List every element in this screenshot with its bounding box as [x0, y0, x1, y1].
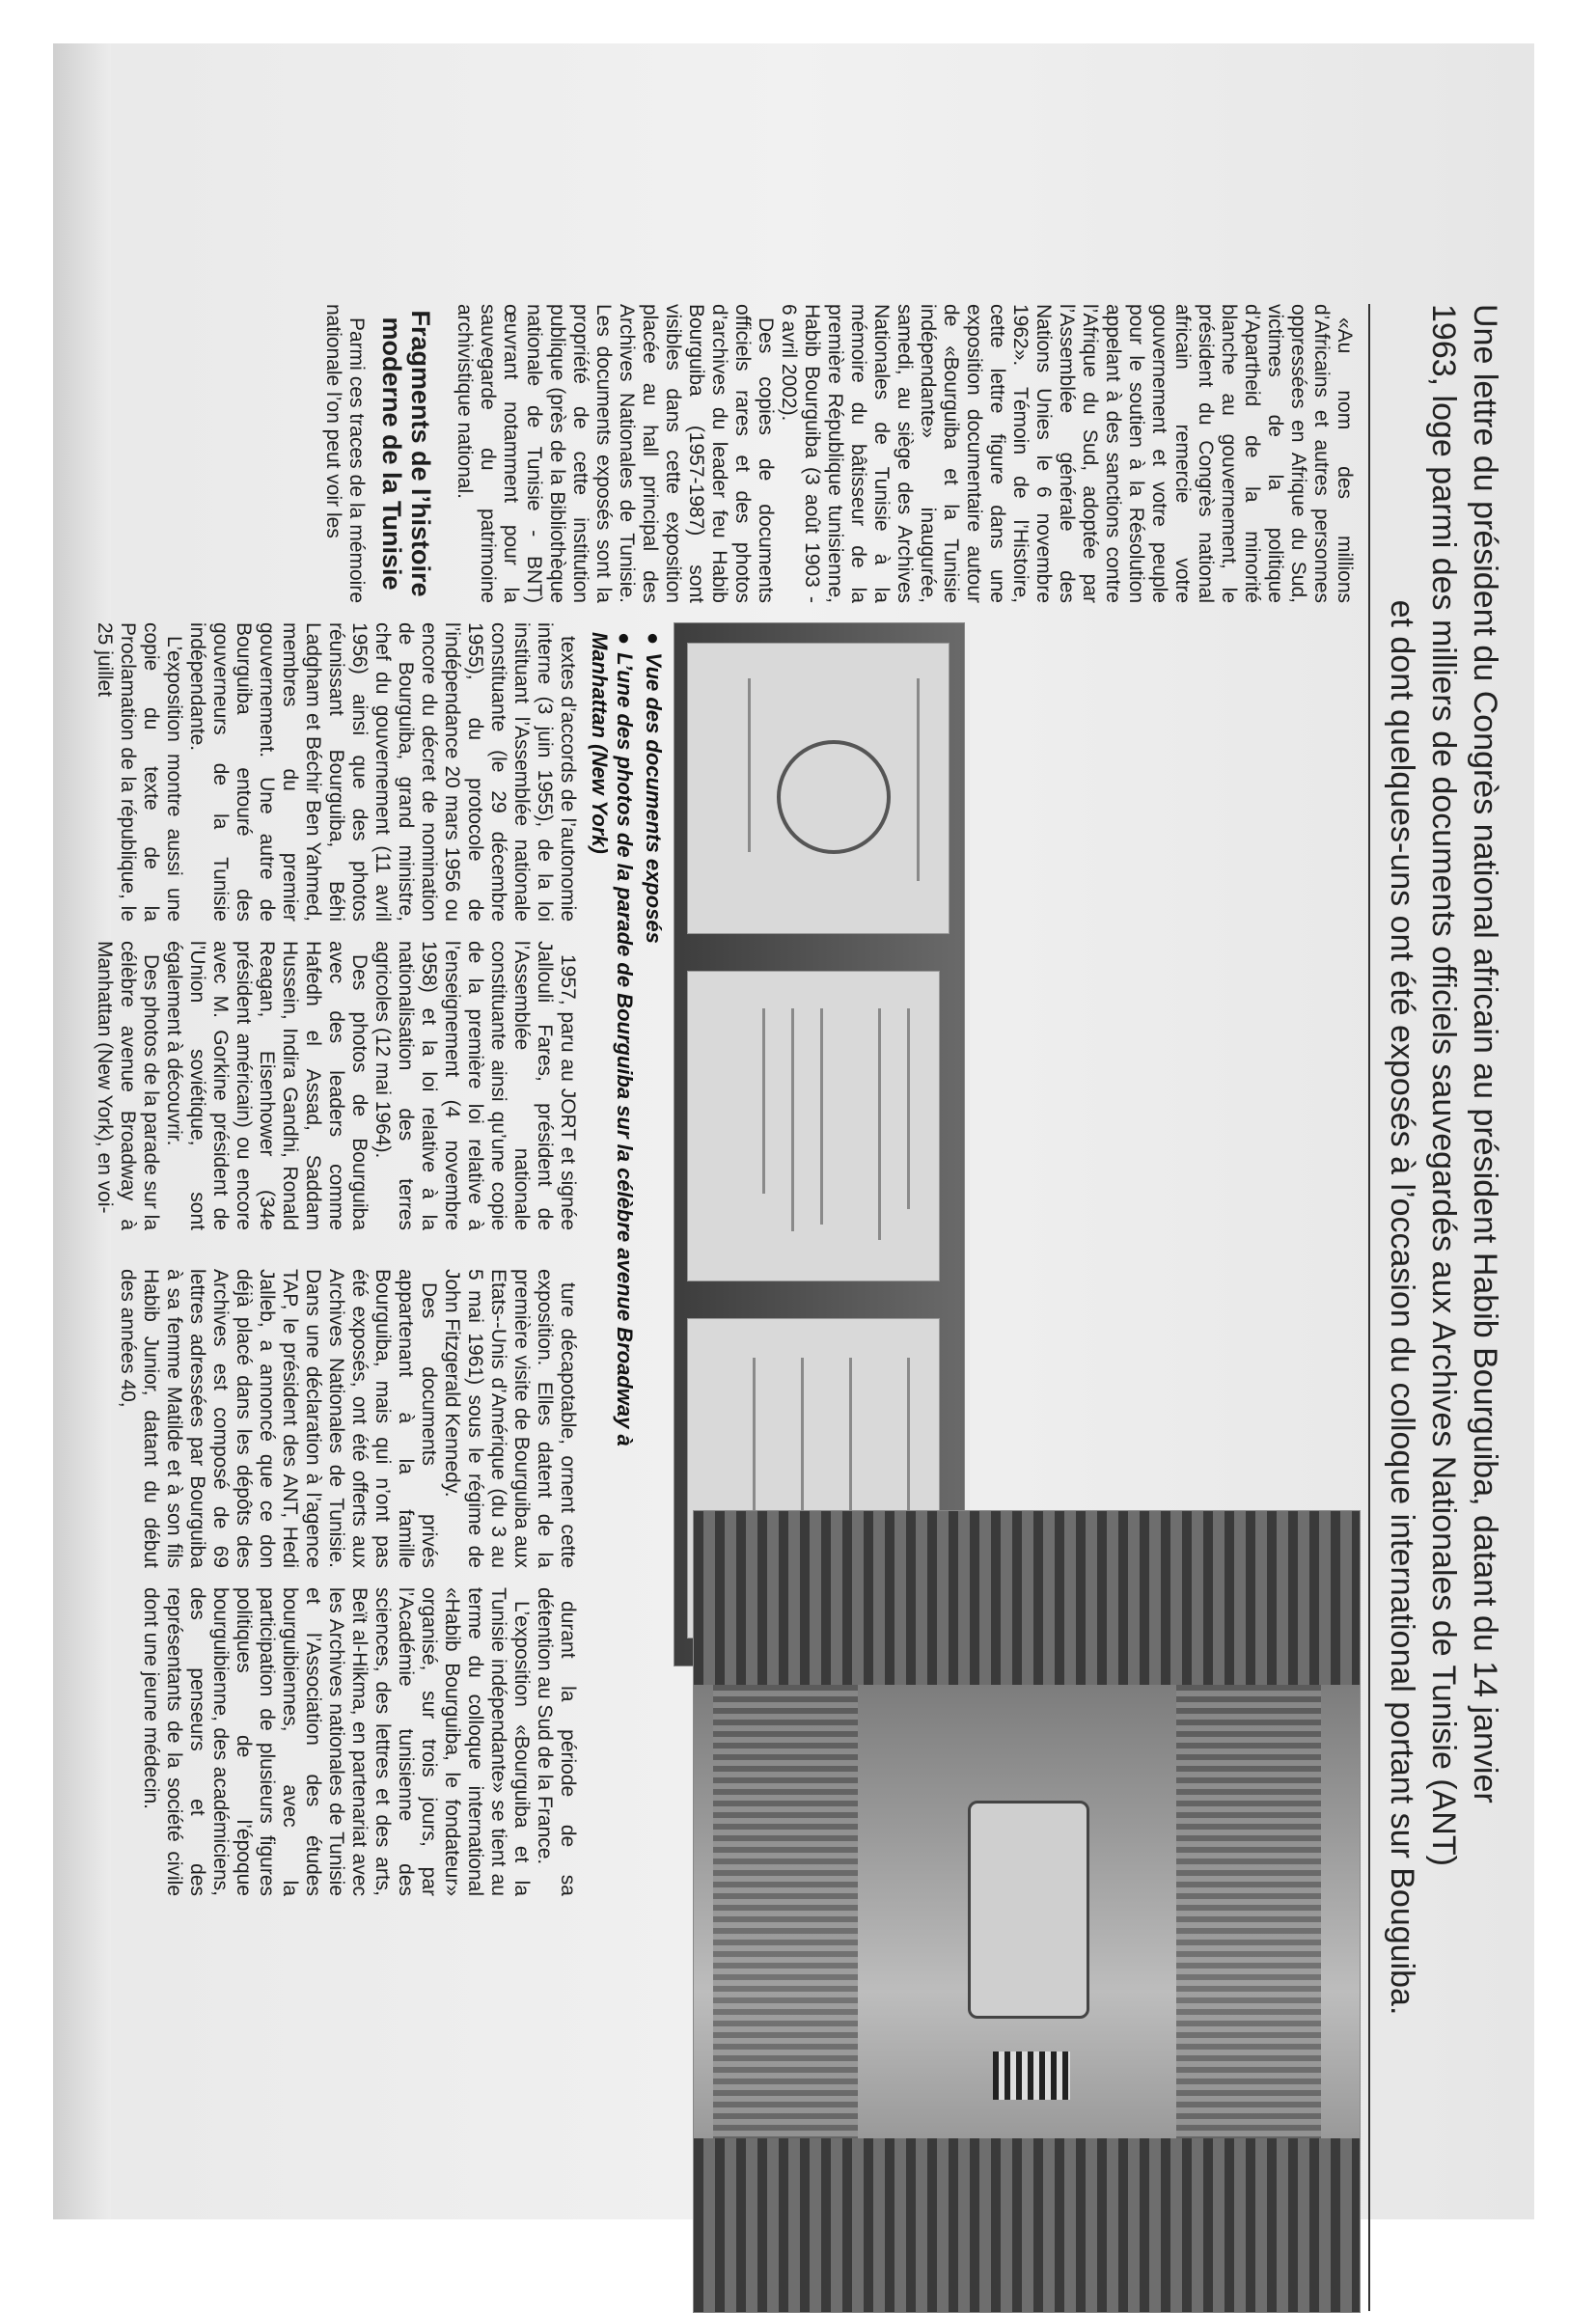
paragraph: ture décapotable, ornent cette exposition. Elles datent de la première visite de Bourguiba aux Etats--Unis d’Amérique (du 3 au 5 mai 1961) sous le régime de John Fitzgerald Kennedy. — [441, 1269, 579, 1568]
building — [694, 1511, 1360, 1685]
column-2 — [94, 622, 579, 922]
headline-line-1: Une lettre du président du Congrès national africain au président Habib Bourguiba, datant du 14 janvier — [1467, 304, 1503, 1804]
paragraph: Des documents privés appartenant à la famille Bourguiba, mais qui n’ont pas été exposés, ont été offerts aux Archives Nationales de Tunisie. Dans une déclaration à l’agence TAP, le président des ANT, Hedi Jalleb, a annoncé que ce don déjà placé dans les dépôts des Archives est composé de 69 lettres adressées par Bourguiba à sa femme Matilde et à son fils Habib Junior, datant du début des années 40, — [117, 1269, 440, 1568]
paragraph: Des photos de Bourguiba avec des leaders comme Hafedh el Assad, Saddam Hussein, Indira Gandhi, Ronald Reagan, Eisenhower (34e président américain) ou encore avec M. Gorkine président de l’Union soviétique, sont également à découvrir. — [163, 941, 371, 1230]
bullet-icon: ● — [613, 632, 637, 646]
headline-rule — [1368, 304, 1370, 2311]
headline — [1381, 304, 1505, 2311]
bullet-icon: ● — [642, 632, 666, 646]
paragraph: «Au nom des millions d’Africains et autres personnes oppressées en Afrique du Sud, victimes de la politique d’Apartheid de la minorité blanche au gouvernement, le président du Congrès national africain remercie votre gouvernement et votre peuple pour le soutien à la Résolution appelant à des sanctions contre l’Afrique du Sud, adoptée par l’Assemblée générale des Nations Unies le 6 novembre 1962». Témoin de l’Histoire, cette lettre figure dans une exposition documentaire autour de «Bourguiba et la Tunisie indépendante» inaugurée, samedi, au siège des Archives Nationales de Tunisie à la mémoire du bâtisseur de la première République tunisienne, Habib Bourguiba (3 août 1903 - 6 avril 2002). — [778, 304, 1356, 603]
caption-documents — [641, 632, 666, 1597]
paragraph: L’exposition «Bourguiba et la Tunisie indépendante» se tient au terme du colloque international «Habib Bourguiba, le fondateur» organisé, sur trois jours, par l’Académie tunisienne des sciences, des lettres et des arts, Beït al-Hikma, en partenariat avec les Archives nationales de Tunisie et l’Association des études bourguibiennes, avec la participation de plusieurs figures politiques de l’époque bourguibienne, des académiciens, des penseurs et des représentants de la société civile dont une jeune médecin. — [140, 1587, 533, 1896]
caption-parade — [587, 632, 637, 1501]
newspaper-page — [53, 43, 1534, 2219]
crowd — [713, 1685, 858, 2138]
paragraph: textes d’accords de l’autonomie interne (3 juin 1955), de la loi instituant l’Assemblée nationale constituante (le 29 décembre 1955), du protocole de l’indépendance 20 mars 1956 ou encore du décret de nomination de Bourguiba, grand ministre, chef du gouvernement (11 avril 1956) ainsi que des photos réunissant Bourguiba, Béhi Ladgham et Béchir Ben Yahmed, membres du premier gouvernement. Une autre de Bourguiba entouré des gouverneurs de la Tunisie indépendante. — [186, 622, 579, 922]
paragraph: durant la période de sa détention au Sud de la France. — [534, 1587, 579, 1896]
headline-line-2: 1963, loge parmi des milliers de documents officiels sauvegardés aux Archives Nationales de Tunisie (ANT) — [1425, 304, 1462, 1866]
building — [694, 2138, 1360, 2312]
convertible-car — [968, 1801, 1089, 2019]
paragraph: L’exposition montre aussi une copie du texte de la Proclamation de la république, le 25 juillet — [94, 622, 185, 922]
paragraph: 1957, paru au JORT et signée Jallouli Fares, président de l’Assemblée nationale constituante ainsi qu’une copie de la première loi relative à l’enseignement (4 novembre 1958) et la loi relative à la nationalisation des terres agricoles (12 mai 1964). — [371, 941, 579, 1230]
caption-text: Vue des documents exposés — [642, 652, 666, 944]
emblem-icon — [777, 740, 891, 854]
document-sheet — [687, 971, 940, 1281]
document-sheet — [687, 643, 949, 934]
column-1 — [159, 304, 1356, 603]
headline-line-3: et dont quelques-uns ont été exposés à l’occasion du colloque international portant sur Bouguiba. — [1384, 599, 1420, 2016]
parade-photo — [693, 1510, 1361, 2313]
column-5 — [140, 1587, 579, 1896]
column-4 — [117, 1269, 579, 1568]
caption-text: L’une des photos de la parade de Bourguiba sur la célèbre avenue Broadway à Manhattan (New York) — [588, 632, 637, 1446]
column-3 — [94, 941, 579, 1231]
paragraph: Des photos de la parade sur la célèbre avenue Broadway à Manhattan (New York), en voi- — [94, 941, 162, 1231]
subheading: Fragments de l’histoire moderne de la Tunisie — [377, 310, 435, 597]
paragraph: Parmi ces traces de la mémoire nationale l’on peut voir les — [322, 304, 368, 603]
paragraph: Des copies de documents officiels rares et des photos d’archives du leader feu Habib Bourguiba (1957-1987) sont visibles dans cette exposition placée au hall principal des Archives Nationales de Tunisie. Les documents exposés sont la propriété de cette institution publique (près de la Bibliothèque nationale de Tunisie - BNT) œuvrant notamment pour la sauvegarde du patrimoine archivistique national. — [454, 304, 777, 603]
crowd — [1176, 1685, 1321, 2138]
flag — [993, 2051, 1070, 2100]
article-rotated — [94, 304, 1505, 2311]
